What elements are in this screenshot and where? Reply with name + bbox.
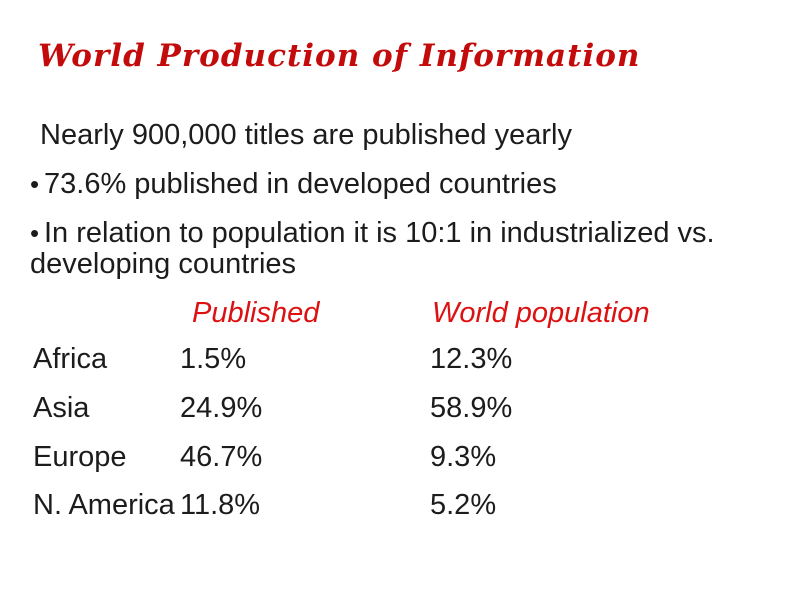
bullet-marker: •: [30, 169, 40, 199]
table-row-asia: [0, 392, 800, 424]
published-cell: 11.8%: [180, 489, 261, 521]
statement-line: [40, 120, 572, 151]
region-cell: Africa: [33, 343, 108, 375]
published-cell: 46.7%: [180, 441, 263, 473]
population-cell: 5.2%: [430, 489, 497, 521]
table-header-row: [0, 297, 800, 329]
bullet-marker: •: [30, 218, 40, 248]
col-header-world-population: World population: [432, 297, 650, 329]
published-cell: 1.5%: [180, 343, 247, 375]
region-cell: Europe: [33, 441, 127, 473]
table-row-africa: [0, 343, 800, 375]
table-row-europe: [0, 441, 800, 473]
population-cell: 9.3%: [430, 441, 497, 473]
slide-title: World Production of Information: [38, 38, 641, 74]
population-cell: 58.9%: [430, 392, 513, 424]
bullet-text-line-2: developing countries: [30, 248, 297, 280]
bullet-text: 73.6% published in developed countries: [44, 168, 557, 200]
published-cell: 24.9%: [180, 392, 263, 424]
bullet-item-population-ratio: [30, 218, 740, 280]
population-cell: 12.3%: [430, 343, 513, 375]
region-cell: N. America: [33, 489, 175, 521]
col-header-published: Published: [192, 297, 320, 329]
bullet-item-developed-countries: [30, 169, 557, 200]
region-cell: Asia: [33, 392, 90, 424]
statement-text: Nearly 900,000 titles are published yearly: [40, 119, 572, 151]
table-row-n-america: [0, 489, 800, 521]
bullet-text-line-1: In relation to population it is 10:1 in industrialized vs.: [44, 217, 715, 249]
